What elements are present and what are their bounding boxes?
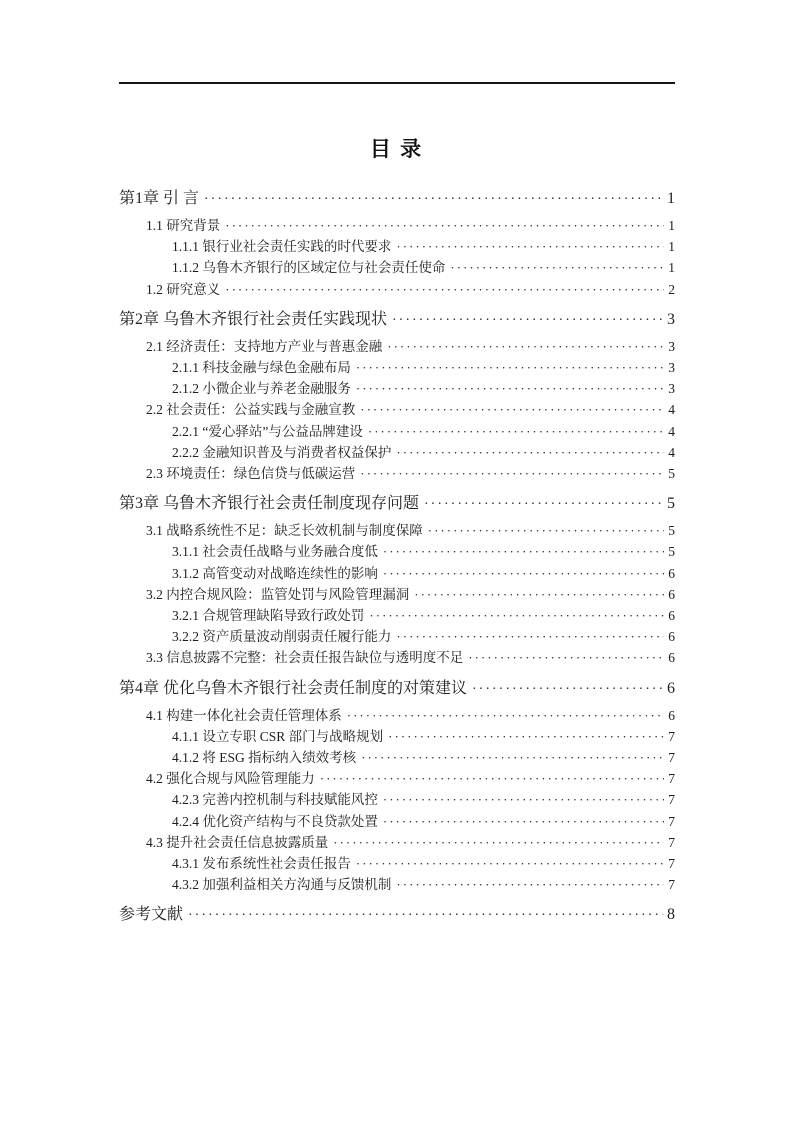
toc-page-number: 7 — [668, 877, 675, 893]
toc-page-number: 6 — [668, 565, 675, 581]
header-rule — [119, 82, 675, 84]
toc-entry-label: 3.1.2 高管变动对战略连续性的影响 — [172, 565, 378, 581]
toc-entry-label: 第3章 乌鲁木齐银行社会责任制度现存问题 — [119, 495, 420, 513]
toc-leader-dots — [388, 726, 664, 747]
toc-entry-row[interactable] — [119, 832, 675, 853]
toc-entry-label: 4.2.4 优化资产结构与不良贷款处置 — [172, 813, 378, 829]
toc-leader-dots — [188, 903, 663, 927]
toc-leader-dots — [369, 605, 664, 626]
toc-entry-label: 2.3 环境责任：绿色信贷与低碳运营 — [146, 466, 356, 482]
toc-page-number: 8 — [667, 906, 675, 924]
toc-page-number: 6 — [668, 608, 675, 624]
toc-entry-row[interactable] — [119, 811, 675, 832]
toc-page-number: 3 — [667, 310, 675, 328]
toc-entry-label: 4.3 提升社会责任信息披露质量 — [146, 834, 329, 850]
toc-entry-row[interactable] — [119, 563, 675, 584]
toc-page-number: 4 — [668, 423, 675, 439]
toc-page-number: 7 — [668, 792, 675, 808]
toc-leader-dots — [360, 463, 664, 484]
toc-entry-label: 1.1 研究背景 — [146, 218, 221, 233]
toc-entry-row[interactable] — [119, 257, 675, 278]
toc-page-number: 2 — [668, 281, 675, 297]
toc-page-number: 3 — [668, 360, 675, 376]
toc-leader-dots — [361, 747, 664, 768]
toc-entry-row[interactable] — [119, 853, 675, 874]
toc-entry-row[interactable] — [119, 236, 675, 257]
toc-page-number: 7 — [668, 728, 675, 744]
toc-page-number: 5 — [668, 523, 675, 539]
toc-entry-row[interactable] — [119, 492, 675, 516]
toc-entry-label: 第4章 优化乌鲁木齐银行社会责任制度的对策建议 — [119, 679, 468, 697]
toc-entry-label: 参考文献 — [119, 906, 184, 924]
toc-leader-dots — [225, 279, 664, 300]
toc-leader-dots — [347, 705, 665, 726]
toc-entry-label: 4.3.1 发布系统性社会责任报告 — [172, 856, 351, 872]
toc-entry-row[interactable] — [119, 399, 675, 420]
toc-leader-dots — [392, 308, 663, 332]
toc-entry-label: 4.1 构建一体化社会责任管理体系 — [146, 707, 342, 723]
toc-entry-label: 4.1.2 将 ESG 指标纳入绩效考核 — [172, 750, 357, 766]
toc-leader-dots — [383, 789, 664, 810]
toc-entry-row[interactable] — [119, 187, 675, 211]
toc-entry-row[interactable] — [119, 874, 675, 895]
toc-entry-label: 2.2 社会责任：公益实践与金融宣教 — [146, 402, 356, 418]
toc-entry-row[interactable] — [119, 421, 675, 442]
toc-entry-row[interactable] — [119, 747, 675, 768]
toc-entry-label: 4.1.1 设立专职 CSR 部门与战略规划 — [172, 728, 384, 744]
toc-page-number: 5 — [667, 495, 675, 513]
toc-leader-dots — [383, 811, 664, 832]
toc-page-number: 7 — [668, 771, 675, 787]
toc-entry-row[interactable] — [119, 541, 675, 562]
toc-leader-dots — [360, 399, 664, 420]
toc-entry-row[interactable] — [119, 903, 675, 927]
toc-page-number: 4 — [668, 402, 675, 418]
toc-entry-row[interactable] — [119, 378, 675, 399]
toc-page-number: 7 — [668, 750, 675, 766]
toc-leader-dots — [333, 832, 664, 853]
toc-entry-label: 3.2.1 合规管理缺陷导致行政处罚 — [172, 608, 365, 624]
toc-entry-row[interactable] — [119, 726, 675, 747]
toc-page-number: 6 — [668, 586, 675, 602]
toc-leader-dots — [320, 768, 665, 789]
toc-leader-dots — [468, 647, 664, 668]
toc-page-number: 6 — [668, 629, 675, 645]
toc-page-number: 7 — [668, 834, 675, 850]
toc-entry-label: 3.1.1 社会责任战略与业务融合度低 — [172, 544, 378, 560]
toc-leader-dots — [396, 236, 664, 257]
toc-entry-row[interactable] — [119, 308, 675, 332]
toc-leader-dots — [356, 378, 664, 399]
toc-entry-label: 1.1.1 银行业社会责任实践的时代要求 — [172, 239, 392, 255]
toc-page-number: 1 — [667, 190, 675, 207]
toc-leader-dots — [472, 677, 663, 701]
toc-entry-row[interactable] — [119, 677, 675, 701]
toc-leader-dots — [450, 257, 664, 278]
toc-entry-row[interactable] — [119, 357, 675, 378]
toc-leader-dots — [368, 421, 664, 442]
toc-entry-row[interactable] — [119, 520, 675, 541]
toc-page-number: 7 — [668, 813, 675, 829]
toc-entry-row[interactable] — [119, 789, 675, 810]
toc-entry-row[interactable] — [119, 605, 675, 626]
toc-leader-dots — [356, 853, 664, 874]
toc-entry-label: 第1章 引 言 — [119, 190, 200, 207]
toc-leader-dots — [383, 563, 664, 584]
toc-entry-label: 2.1.2 小微企业与养老金融服务 — [172, 381, 351, 397]
toc-entry-label: 3.1 战略系统性不足：缺乏长效机制与制度保障 — [146, 523, 423, 539]
toc-page-number: 5 — [668, 544, 675, 560]
toc-entry-row[interactable] — [119, 768, 675, 789]
toc-entry-label: 2.2.2 金融知识普及与消费者权益保护 — [172, 444, 392, 460]
toc-leader-dots — [428, 520, 665, 541]
toc-entry-row[interactable] — [119, 442, 675, 463]
toc-page-number: 1 — [668, 239, 675, 255]
toc-page-number: 5 — [668, 466, 675, 482]
toc-leader-dots — [396, 874, 664, 895]
toc-entry-label: 3.3 信息披露不完整：社会责任报告缺位与透明度不足 — [146, 650, 464, 666]
toc-page-number: 4 — [668, 444, 675, 460]
toc-entry-row[interactable] — [119, 336, 675, 357]
toc-entry-row[interactable] — [119, 584, 675, 605]
toc-entry-row[interactable] — [119, 626, 675, 647]
toc-entry-label: 2.1.1 科技金融与绿色金融布局 — [172, 360, 351, 376]
toc-page-number: 3 — [668, 338, 675, 354]
toc-entry-label: 1.2 研究意义 — [146, 281, 221, 297]
toc-entry-label: 第2章 乌鲁木齐银行社会责任实践现状 — [119, 310, 388, 328]
toc-entry-label: 1.1.2 乌鲁木齐银行的区域定位与社会责任使命 — [172, 260, 446, 276]
toc-entry-row[interactable] — [119, 463, 675, 484]
toc-entry-row[interactable] — [119, 279, 675, 300]
toc-list — [119, 179, 675, 931]
toc-entry-label: 3.2 内控合规风险：监管处罚与风险管理漏洞 — [146, 586, 410, 602]
toc-leader-dots — [225, 215, 664, 236]
toc-leader-dots — [414, 584, 664, 605]
toc-entry-label: 4.2 强化合规与风险管理能力 — [146, 771, 315, 787]
toc-entry-row[interactable] — [119, 705, 675, 726]
toc-entry-label: 3.2.2 资产质量波动削弱责任履行能力 — [172, 629, 392, 645]
toc-entry-label: 2.1 经济责任：支持地方产业与普惠金融 — [146, 338, 383, 354]
toc-leader-dots — [356, 357, 664, 378]
toc-page-number: 3 — [668, 381, 675, 397]
toc-leader-dots — [383, 541, 664, 562]
toc-leader-dots — [424, 492, 663, 516]
toc-leader-dots — [387, 336, 664, 357]
toc-entry-label: 4.2.3 完善内控机制与科技赋能风控 — [172, 792, 378, 808]
toc-leader-dots — [204, 187, 663, 211]
toc-entry-row[interactable] — [119, 647, 675, 668]
toc-leader-dots — [396, 442, 664, 463]
toc-leader-dots — [396, 626, 664, 647]
toc-page-number: 7 — [668, 856, 675, 872]
toc-title: 目 录 — [369, 137, 424, 161]
toc-page-number: 6 — [668, 650, 675, 666]
toc-page-number: 1 — [668, 218, 675, 233]
toc-entry-label: 2.2.1 “爱心驿站”与公益品牌建设 — [172, 423, 363, 439]
toc-entry-label: 4.3.2 加强利益相关方沟通与反馈机制 — [172, 877, 392, 893]
toc-page-number: 1 — [668, 260, 675, 276]
toc-entry-row[interactable] — [119, 215, 675, 236]
toc-page-number: 6 — [667, 679, 675, 697]
toc-page-number: 6 — [668, 707, 675, 723]
